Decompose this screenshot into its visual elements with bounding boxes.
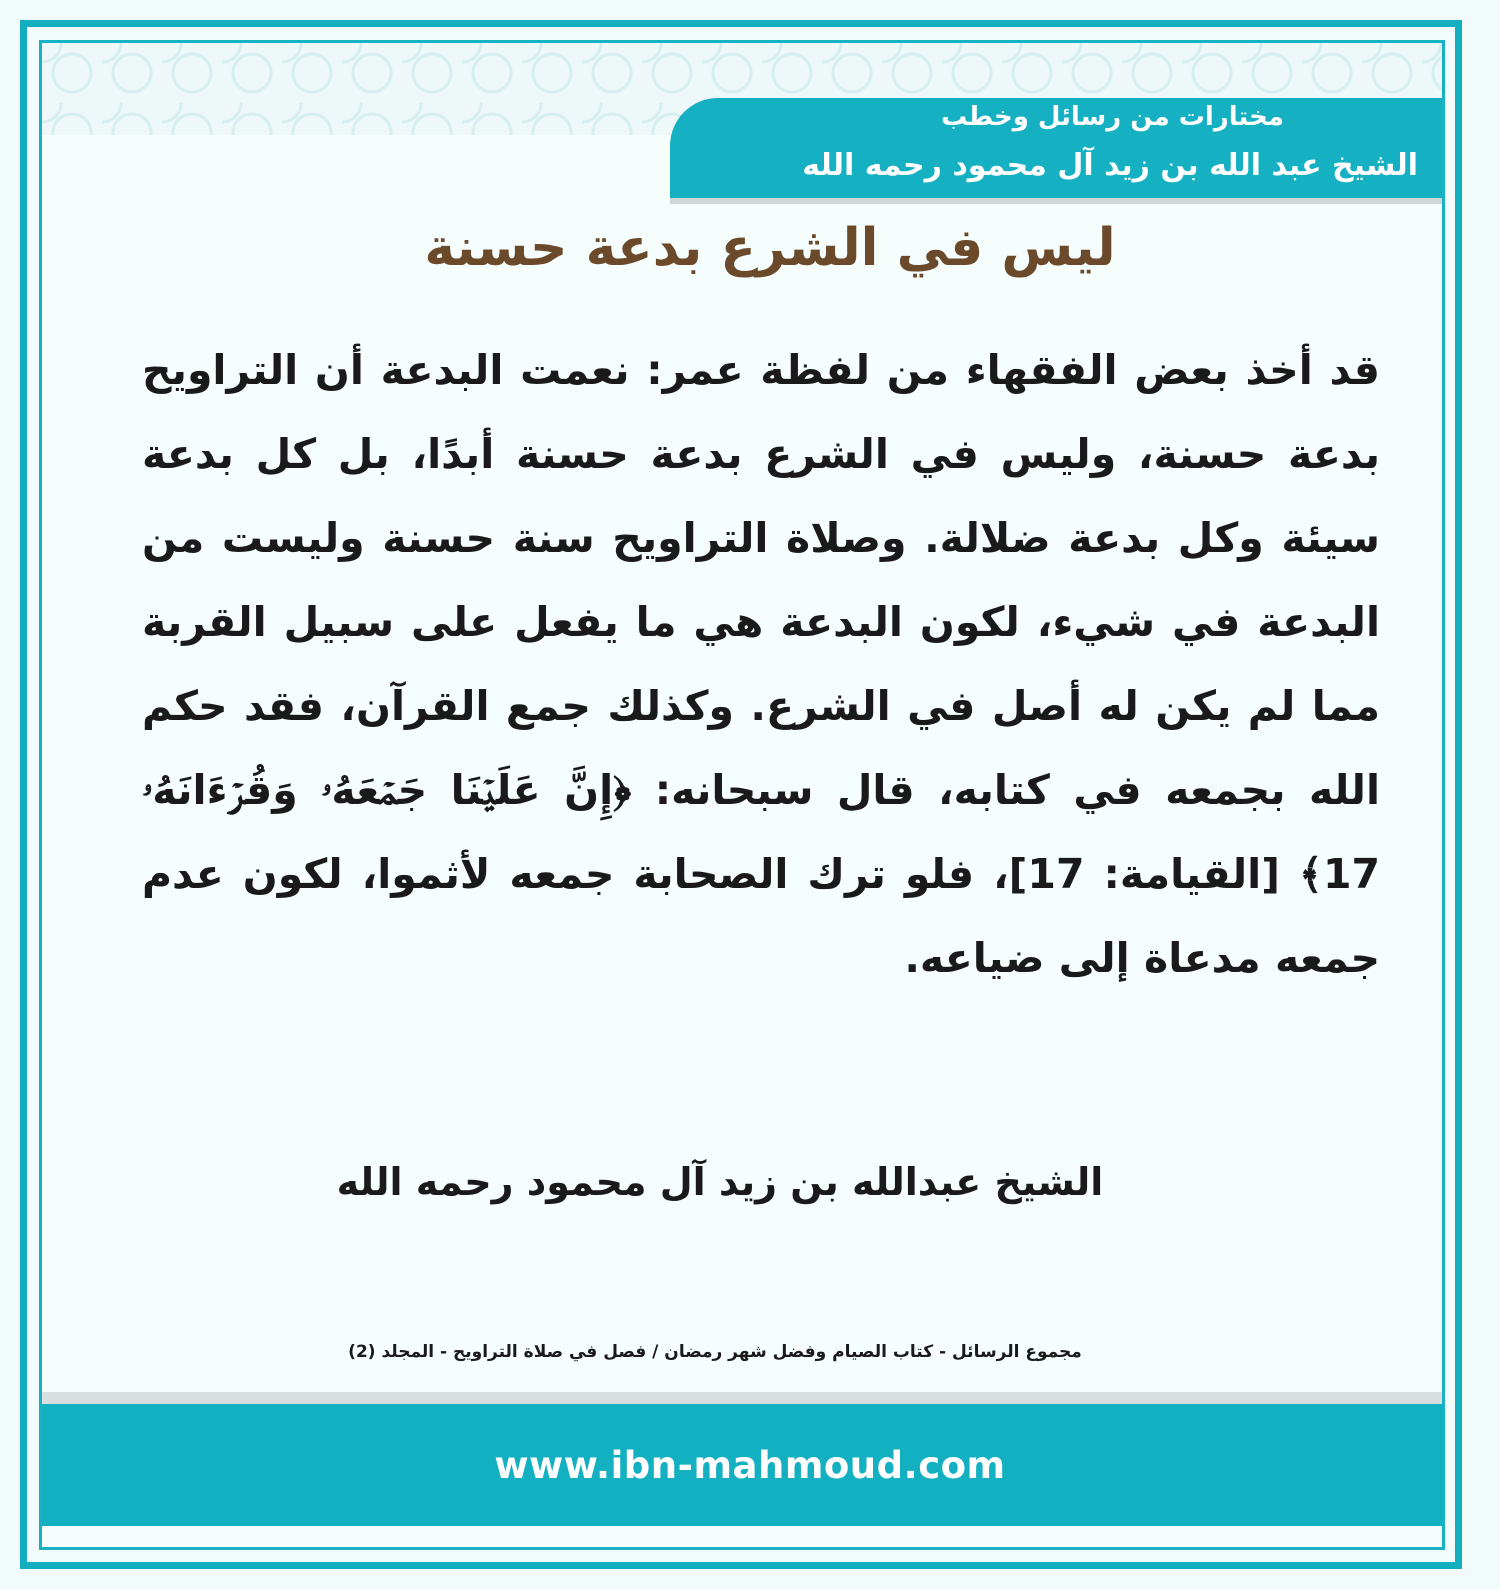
header-author-name: الشيخ عبد الله بن زيد آل محمود رحمه الله xyxy=(802,148,1418,183)
body-paragraph: قد أخذ بعض الفقهاء من لفظة عمر: نعمت البدعة أن التراويح بدعة حسنة، وليس في الشرع بدعة حسنة أبدًا، بل كل بدعة سيئة وكل بدعة ضلالة. وصلاة التراويح سنة حسنة وليست من البدعة في شيء، لكون البدعة هي ما يفعل على سبيل القربة مما لم يكن له أصل في الشرع. وكذلك جمع القرآن، فقد حكم الله بجمعه في كتابه، قال سبحانه: ﴿إِنَّ عَلَيۡنَا جَمۡعَهُۥ وَقُرۡءَانَهُۥ 17﴾ [القيامة: 17]، فلو ترك الصحابة جمعه لأثموا، لكون عدم جمعه مدعاة إلى ضياعه. xyxy=(142,346,1380,982)
header-series-title: مختارات من رسائل وخطب xyxy=(941,102,1284,132)
footer-separator xyxy=(42,1392,1442,1404)
source-citation: مجموع الرسائل - كتاب الصيام وفضل شهر رمضان / فصل في صلاة التراويح - المجلد (2) xyxy=(348,1342,1082,1362)
author-signature: الشيخ عبدالله بن زيد آل محمود رحمه الله xyxy=(336,1160,1104,1204)
page-title: ليس في الشرع بدعة حسنة xyxy=(424,218,1116,278)
footer-website-link[interactable]: www.ibn-mahmoud.com xyxy=(494,1444,1006,1487)
